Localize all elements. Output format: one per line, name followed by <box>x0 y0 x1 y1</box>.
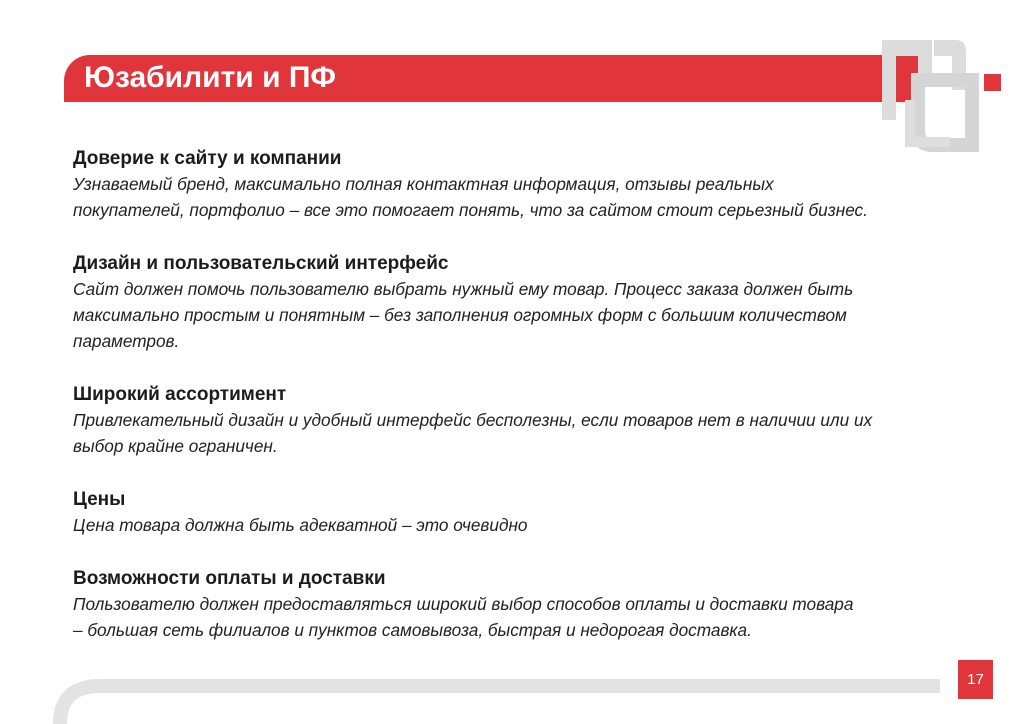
section-payment-delivery <box>73 566 1003 643</box>
section-text-line: – большая сеть филиалов и пунктов самовывоза, быстрая и недорогая доставка. <box>73 620 752 640</box>
content-body <box>73 146 1003 643</box>
title-bar <box>64 55 924 102</box>
section-text-line: выбор крайне ограничен. <box>73 436 278 456</box>
section-text-line: Сайт должен помочь пользователю выбрать нужный ему товар. Процесс заказа должен быть <box>73 279 854 299</box>
section-text-line: Узнаваемый бренд, максимально полная контактная информация, отзывы реальных <box>73 174 774 194</box>
section-trust <box>73 146 1003 223</box>
slide-title: Юзабилити и ПФ <box>84 61 337 94</box>
section-text-line: параметров. <box>73 331 180 351</box>
section-prices <box>73 487 1003 538</box>
section-design <box>73 251 1003 354</box>
bottom-decoration <box>40 664 940 724</box>
section-heading: Доверие к сайту и компании <box>73 148 342 169</box>
section-heading: Дизайн и пользовательский интерфейс <box>73 253 449 274</box>
section-text-line: Пользователю должен предоставляться широкий выбор способов оплаты и доставки товара <box>73 594 854 614</box>
logo-accent-square <box>984 74 1001 91</box>
section-text-line: покупателей, портфолио – все это помогает понять, что за сайтом стоит серьезный бизнес. <box>73 200 868 220</box>
section-heading: Широкий ассортимент <box>73 384 287 405</box>
section-text-line: Цена товара должна быть адекватной – это очевидно <box>73 515 528 535</box>
section-text-line: Привлекательный дизайн и удобный интерфейс бесполезны, если товаров нет в наличии или их <box>73 410 873 430</box>
section-assortment <box>73 382 1003 459</box>
section-heading: Возможности оплаты и доставки <box>73 568 386 589</box>
section-heading: Цены <box>73 489 126 510</box>
section-text-line: максимально простым и понятным – без заполнения огромных форм с большим количеством <box>73 305 847 325</box>
brand-logo-icon <box>872 30 992 155</box>
page-number: 17 <box>958 660 993 699</box>
